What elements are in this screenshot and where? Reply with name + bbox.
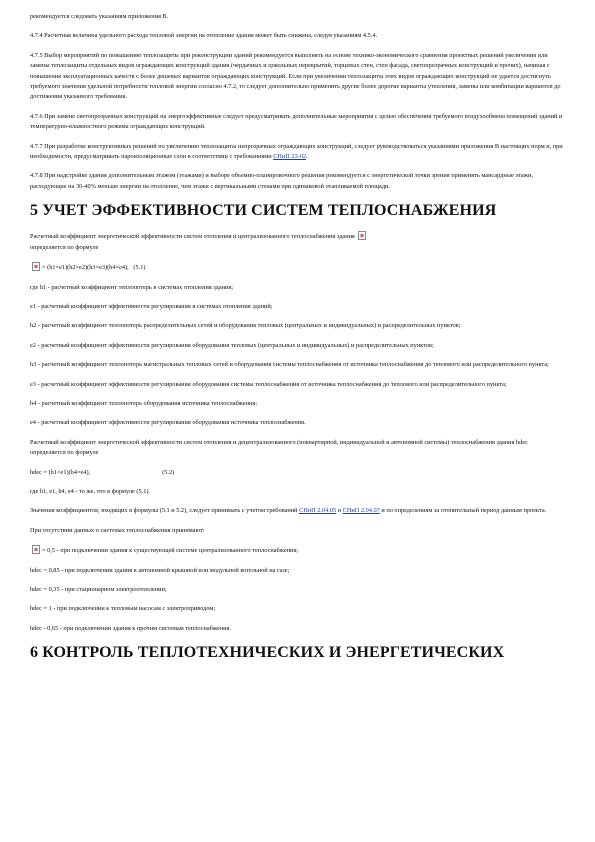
paragraph-text: рекомендуется следовать указаниям приложения В. [30,13,169,20]
broken-image-icon [32,545,40,554]
paragraph-text: e1 - расчетный коэффициент эффективности регулирования в системах отопления зданий; [30,302,273,310]
definition-h3 [30,360,565,370]
list-item-text: hdec = 0,85 - при подключении здания к автономной крышной или модульной котельной на газе; [30,566,290,574]
list-item [30,604,565,614]
paragraph-text: Расчетный коэффициент энергетической эффективности систем отопления и децентрализованного (поквартирной, индивидуальной и автономной системы) теплоснабжения здания hdec определяется по формуле [30,438,528,457]
snip-23-02-link[interactable]: СНиП 23-02 [273,153,307,161]
paragraph-text: e4 - расчетный коэффициент эффективности регулирования оборудования источника теплоснабжения. [30,419,306,427]
section-6-heading: 6 КОНТРОЛЬ ТЕПЛОТЕХНИЧЕСКИХ И ЭНЕРГЕТИЧЕСКИХ [30,644,505,662]
paragraph-text: и по определениям за отопительный период данным проекта. [379,507,547,515]
paragraph-4-7-8 [30,171,565,192]
section-5-heading: 5 УЧЕТ ЭФФЕКТИВНОСТИ СИСТЕМ ТЕПЛОСНАБЖЕНИЯ [30,202,497,220]
paragraph-text: e2 - расчетный коэффициент эффективности регулирования оборудования тепловых (центральных и индивидуальных) и распределительных пунктов; [30,341,434,349]
definition-h2 [30,321,565,331]
definition-e4 [30,418,565,428]
definition-h1 [30,283,565,293]
formula-5-1 [30,262,565,273]
formula-number: (5.1) [133,264,146,272]
list-item-text: hdec = 0,35 - при стационарном электроотоплении; [30,586,167,593]
definition-e2 [30,341,565,351]
definition-e1 [30,302,565,312]
definition-h4 [30,399,565,409]
paragraph-text: 4.7.4 Расчетная величина удельного расхода тепловой энергии на отопление здания может быть снижена, следуя указаниям 4.5.4. [30,32,378,40]
paragraph-absence [30,526,565,536]
paragraph-4-7-5 [30,51,565,103]
formula-text: = (h1×e1)(h2×e2)(h3×e3)(h4×e4), [42,264,129,272]
paragraph-4-7-6 [30,112,565,133]
broken-image-icon [32,262,40,271]
list-item [30,566,565,576]
paragraph-text: 4.7.5 Выбор мероприятий по повышению теплозащиты при реконструкции зданий рекомендуется выполнять на основе технико-экономического сравнения проектных решений увеличения или замены теплозащиты отдельных видов ограждающих конструкций здания (чердачных и цокольных перекрытий, торцевых стен, стен фасада, светопрозрачных конструкций и прочих), начиная с повышения эксплуатационных качеств с более дешевых вариантов ограждающих конструкций. Если при увеличении теплозащиты этих видов ограждающих конструкций не удается достигнуть требуемого значения удельной потребности тепловой энергии согласно 4.7.2, то следует дополнительно применить другие более дорогие варианты утепления, замены или комбинации вариантов до достижения указанного требования. [30,51,561,101]
broken-image-icon [358,231,366,240]
paragraph-text: . [306,153,308,161]
paragraph-text: и [336,507,343,515]
paragraph-top [30,12,565,22]
paragraph-text: 4.7.7 При разработке конструктивных решений по увеличению теплозащиты непрозрачных ограждающих конструкций, следует руководствоваться указаниями приложения В настоящих норм и, при необходимости, предусматривать пароизоляционные слои в соответствии с требованиями [30,142,563,161]
formula-text: hdec = (h1×e1)(h4×e4), [30,468,91,476]
paragraph-4-7-7 [30,142,565,163]
list-item-text: hdec = 1 - при подключении к тепловым насосам с электроприводом; [30,605,216,613]
list-item-text: hdec - 0,65 - при подключении здания к прочим системам теплоснабжения. [30,624,231,632]
definition-e3 [30,380,565,390]
paragraph-text: где h1 - расчетный коэффициент теплопотерь в системах отопления здания; [30,283,234,291]
paragraph-4-7-4 [30,31,565,41]
section-5-intro [30,231,565,253]
paragraph-text: Значения коэффициентов, входящих в формулы (5.1 и 5.2), следует принимать с учетом требований [30,507,299,515]
paragraph-text: 4.7.8 При надстройке здания дополнительным этажом (этажами) и выборе объемно-планировочного решения рекомендуется с энергетической точки зрения применять мансардные этажи, расходующие на 30-40% меньше энергии на отопление, чем этажи с вертикальными стенами при одинаковой отапливаемой площади. [30,172,533,190]
list-item-text: = 0,5 - при подключении здания к существующей системе централизованного теплоснабжения; [42,547,299,555]
paragraph-text: 4.7.6 При замене светопрозрачных конструкций на энергоэффективные следует предусматривать дополнительные мероприятия с целью обеспечения требуемого воздухообмена помещений зданий и температурно-влажностного режима ограждающих конструкций. [30,112,563,131]
paragraph-text: где h1, e1, h4, e4 - то же, что в формуле (5.1). [30,487,151,495]
paragraph-text: Расчетный коэффициент энергетической эффективности систем отопления и централизованного теплоснабжения здания [30,233,355,241]
paragraph-where-5-2 [30,487,565,497]
formula-number: (5.2) [162,468,175,476]
paragraph-text: e3 - расчетный коэффициент эффективности регулирования оборудования системы теплоснабжения от источника теплоснабжения до теплового или распределительного пункта; [30,380,507,388]
list-item [30,585,565,595]
paragraph-text: h4 - расчетный коэффициент теплопотерь оборудования источника теплоснабжения; [30,399,257,407]
list-item [30,624,565,634]
snip-2-04-05-link[interactable]: СНиП 2.04.05 [299,507,337,515]
paragraph-decentralized [30,438,565,459]
paragraph-text: h2 - расчетный коэффициент теплопотерь распределительных сетей и оборудования тепловых (центральных и индивидуальных) и распределительных пунктов; [30,322,461,330]
paragraph-text: При отсутствии данных о системах теплоснабжения принимают: [30,526,205,534]
formula-5-2 [30,468,565,478]
paragraph-text: определяется по формуле [30,243,99,251]
snip-2-04-07-link[interactable]: СНиП 2.04.07 [342,507,380,515]
paragraph-coefficients [30,506,565,516]
list-item [30,545,565,556]
paragraph-text: h3 - расчетный коэффициент теплопотерь магистральных тепловых сетей и оборудования системы теплоснабжения от источника теплоснабжения до теплового или распределительного пункта; [30,361,549,369]
